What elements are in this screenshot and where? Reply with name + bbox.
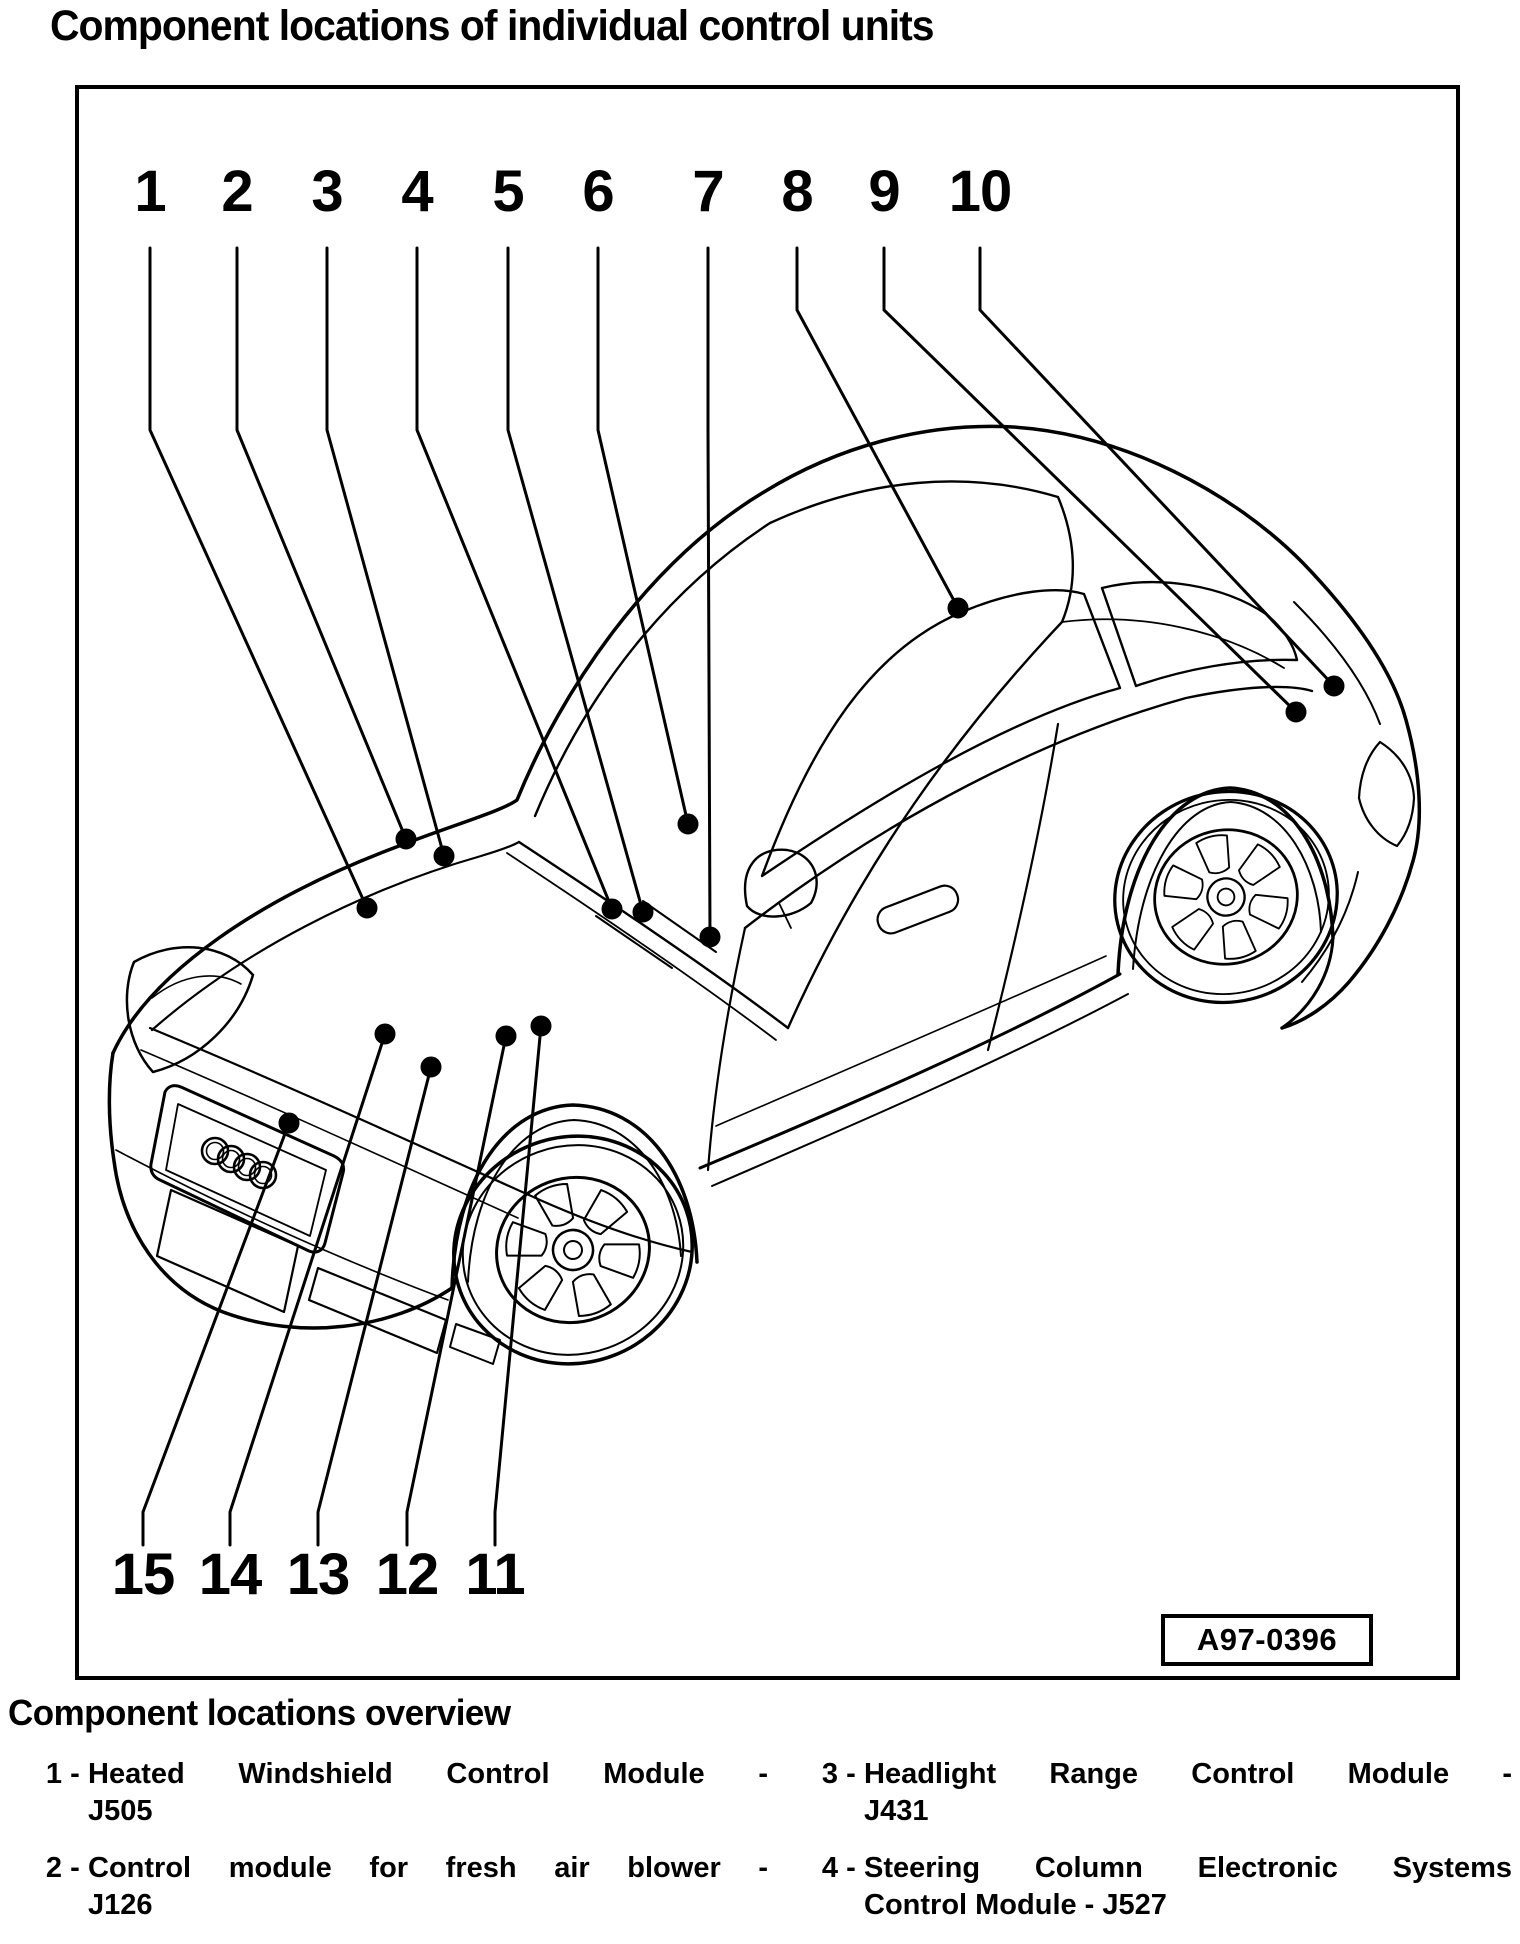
- callout-label-9: 9: [868, 159, 900, 224]
- legend-entry-number: 2: [45, 1852, 62, 1884]
- legend-entry-number: 4: [821, 1852, 838, 1884]
- callout-label-14: 14: [198, 1542, 262, 1607]
- callout-label-2: 2: [221, 159, 253, 224]
- callout-label-12: 12: [375, 1542, 439, 1607]
- page-title: Component locations of individual control units: [50, 2, 934, 50]
- legend-heading: Component locations overview: [8, 1692, 511, 1733]
- figure-id-box: [1161, 1614, 1373, 1666]
- diagram-frame: [75, 85, 1460, 1680]
- legend-entry-text: Heated Windshield Control Module - J505: [88, 1758, 768, 1827]
- callout-label-6: 6: [582, 159, 614, 224]
- callout-label-8: 8: [781, 159, 813, 224]
- figure-id: A97-0396: [1196, 1622, 1338, 1657]
- legend-entry-4: 4 - Steering Column Electronic Systems Control Module - J527: [806, 1850, 1512, 1924]
- legend-entry-text: Control module for fresh air blower - J126: [88, 1852, 768, 1921]
- callout-label-3: 3: [311, 159, 343, 224]
- callout-label-4: 4: [401, 159, 433, 224]
- callout-label-10: 10: [948, 159, 1012, 224]
- legend-column-left: [30, 1756, 768, 1944]
- legend-entry-number: 1: [45, 1758, 62, 1790]
- legend-entry-number: 3: [821, 1758, 838, 1790]
- legend-entry-3: 3 - Headlight Range Control Module - J431: [806, 1756, 1512, 1830]
- callout-label-11: 11: [465, 1542, 525, 1607]
- legend-entry-text: Headlight Range Control Module - J431: [864, 1758, 1512, 1827]
- callout-label-15: 15: [111, 1542, 175, 1607]
- legend-entry-1: 1 - Heated Windshield Control Module - J505: [30, 1756, 768, 1830]
- callout-label-1: 1: [134, 159, 166, 224]
- legend-entry-text: Steering Column Electronic Systems Control Module - J527: [864, 1852, 1512, 1921]
- legend-entry-2: 2 - Control module for fresh air blower - J126: [30, 1850, 768, 1924]
- callout-label-13: 13: [286, 1542, 350, 1607]
- legend-column-right: [806, 1756, 1512, 1944]
- callout-label-5: 5: [492, 159, 524, 224]
- callout-label-7: 7: [692, 159, 724, 224]
